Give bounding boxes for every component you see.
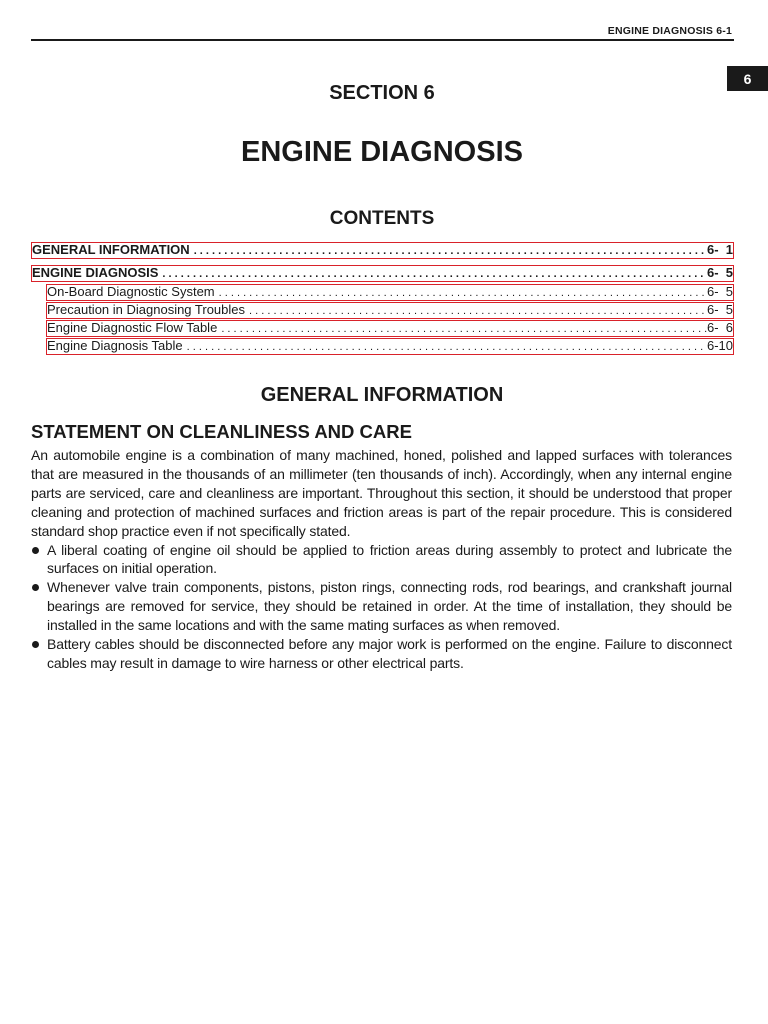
bullet-text: Battery cables should be disconnected before any major work is performed on the engine. Failure to disconnect cables may result in damage to wire harness or other electrical parts. (47, 636, 732, 671)
general-information-heading: GENERAL INFORMATION (260, 384, 504, 406)
bullet-text: Whenever valve train components, pistons, piston rings, connecting rods, rod bearings, and crankshaft journal bearings are removed for service, they should be retained in order. At the time of installation, they should be installed in the same locations and with the same mating surfaces as when removed. (47, 579, 732, 634)
toc-leader (190, 243, 707, 258)
toc-page-number: 6- 5 (706, 302, 733, 317)
toc-entry-engine-diagnostic-flow-table[interactable] (46, 320, 734, 337)
cleanliness-body (31, 446, 732, 673)
toc-leader (245, 303, 707, 318)
section-label: SECTION 6 (329, 82, 435, 104)
list-item (31, 578, 732, 635)
toc-entry-precaution-in-diagnosing-troubles[interactable] (46, 302, 734, 319)
toc-page-number: 6- 6 (706, 320, 733, 335)
bullet-text: A liberal coating of engine oil should be applied to friction areas during assembly to protect and lubricate the surfaces on initial operation. (47, 541, 732, 577)
toc-page-number: 6- 5 (706, 284, 733, 299)
list-item (31, 635, 732, 673)
toc-entry-engine-diagnosis-table[interactable] (46, 338, 734, 355)
bullet-dot-icon (32, 547, 39, 554)
list-item (31, 541, 732, 579)
running-header: ENGINE DIAGNOSIS 6-1 (607, 25, 732, 37)
intro-paragraph: An automobile engine is a combination of many machined, honed, polished and lapped surfaces with tolerances that are measured in the thousands of an millimeter (ten thousands of inch). Accordingly, when any internal engine parts are serviced, care and cleanliness are important. Throughout this section, it should be understood that proper cleaning and protection of machined surfaces and friction areas is part of the repair procedure. This is considered standard shop practice even if not specifically stated. (31, 447, 732, 539)
toc-label: Engine Diagnostic Flow Table (47, 320, 218, 335)
toc-label: Precaution in Diagnosing Troubles (47, 302, 246, 317)
toc-entry-engine-diagnosis[interactable] (31, 265, 734, 282)
toc-page-number: 6-10 (706, 338, 733, 353)
care-bullet-list (31, 541, 732, 673)
toc-entry-general-information[interactable] (31, 242, 734, 259)
bullet-dot-icon (32, 584, 39, 591)
toc-entry-on-board-diagnostic-system[interactable] (46, 284, 734, 301)
header-rule (31, 39, 734, 41)
toc-label: Engine Diagnosis Table (47, 338, 183, 353)
toc-page-number: 6- 1 (706, 242, 733, 257)
toc-leader (158, 266, 707, 281)
bullet-dot-icon (32, 641, 39, 648)
toc-leader (217, 321, 707, 336)
contents-heading: CONTENTS (329, 208, 435, 229)
toc-label: On-Board Diagnostic System (47, 284, 215, 299)
page-title: ENGINE DIAGNOSIS (241, 136, 523, 168)
toc-leader (183, 339, 707, 354)
toc-label: GENERAL INFORMATION (32, 242, 190, 257)
section-tab: 6 (727, 66, 768, 91)
cleanliness-subheading: STATEMENT ON CLEANLINESS AND CARE (31, 421, 412, 442)
toc-label: ENGINE DIAGNOSIS (32, 265, 159, 280)
toc-leader (215, 285, 707, 300)
toc-page-number: 6- 5 (706, 265, 733, 280)
